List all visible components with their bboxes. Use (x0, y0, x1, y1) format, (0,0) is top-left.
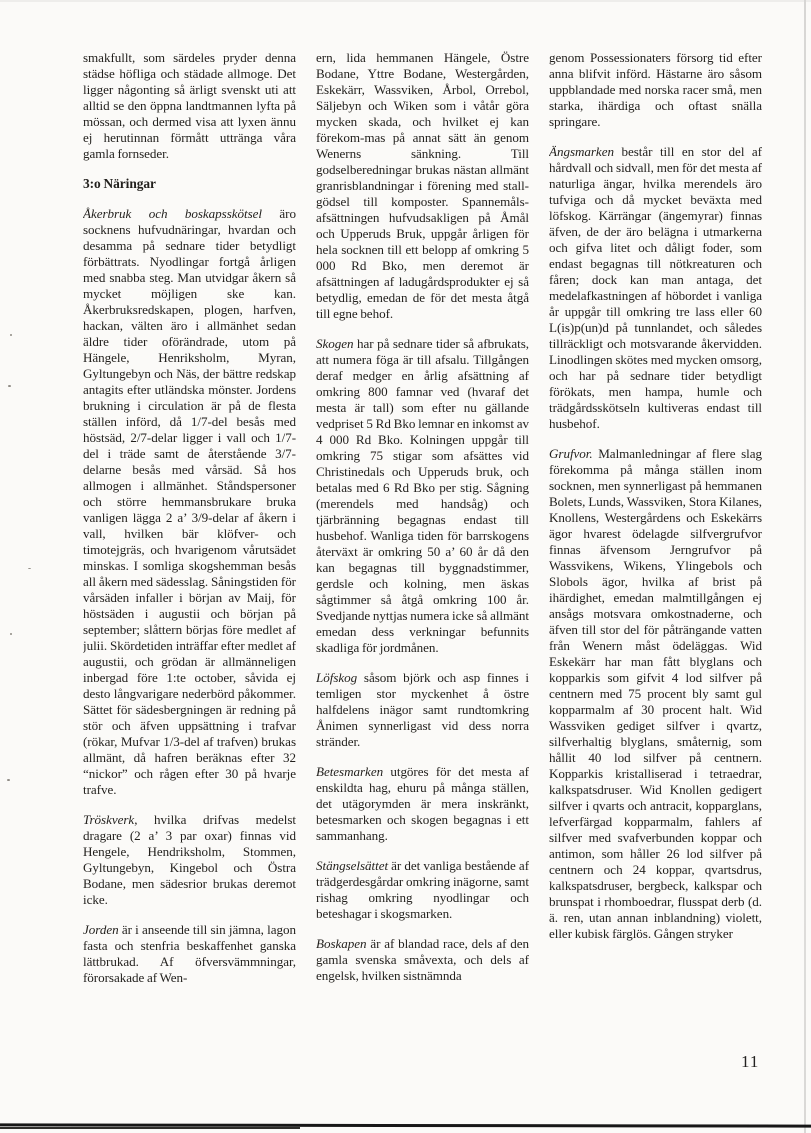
paragraph-hastarne: genom Possessionaters försorg tid efter anna blifvit införd. Hästarne äro såsom uppblandade med norska racer små, men starka, ihärdiga och oftast snälla springare. (549, 50, 762, 129)
paragraph-body-akerbruk: äro socknens hufvudnäringar, hvardan och desamma på sednare tider betydligt förbättrats. Nyodlingar fortgå årligen med snabba steg. Man utvidgar åkern så mycket möjligen ske kan. Åkerbruksredskapen, plogen, harfven, hackan, välten äro i allmänhet sedan äldre tider oförändrade, utom på Hängele, Henriksholm, Myran, Gyltungebyn och Näs, der bättre redskap antagits efter utländska mönster. Jordens brukning i circulation är på de flesta ställen införd, då 1/7-del besås med höstsäd, 2/7-delar ligger i vall och 1/7-del i träde samt de återstående 3/7-delarne besås med vårsäd. Så hos allmogen i allmänhet. Ståndspersoner och större hemmansbrukare bruka vanligen lägga 2 a’ 3/9-delar af åkern i vall, hvilken bär klöfver- och timotejgräs, och hvarigenom vårutsädet minskas. I somliga skogshemman besås all åkern med sädesslag. Såningstiden för vårsäden infaller i början av Maij, för höstsäden i augustii och början på september; slåttern börjas före medlet af julii. Skördetiden inträffar efter medlet af augustii, och grödan är allmänneligen inbergad före 1:te october, såvida ej desto långvarigare nederbörd påkommer. Sättet för sädesbergningen är redning på stör och äfven uppsättning i trafvar (rökar, Mufvar 1/3-del af trafven) brukas allmänt, då hafren beräknas efter 32 “nickor” och rågen efter 30 på hvarje trafve. (83, 206, 296, 797)
paragraph-lead-angsmarken: Ängsmarken (549, 144, 614, 159)
paragraph-wenern: ern, lida hemmanen Hängele, Östre Bodane, Yttre Bodane, Westergården, Eskekärr, Wassviken, Årbol, Orrebol, Säljebyn och Wiken som i våtår göra mycken skada, och hvilket ej kan förekom-mas på annat sätt än genom Wenerns sänkning. Till godselberedningar brukas nästan allmänt granrisblandningar i förening med stall-gödsel till komposter. Spannemåls-afsättningen hufvudsakligen på Åmål och Upperuds Bruk, uppgår årligen för hela socknen till ett belopp af omkring 5 000 Rd Bko, men deremot är afsättningen af ladugårdsprodukter ej så betydlig, emedan de för det mesta åtgå till egne behof. (316, 50, 529, 321)
paragraph-skogen (316, 336, 529, 656)
paragraph-body-skogen: har på sednare tider så afbrukats, att numera föga är till afsalu. Tillgången deraf medger en årlig afsättning af omkring 800 famnar ved (hvaraf det mesta är tall) som efter nu gällande vedpriset 5 Rd Bko lemnar en inkomst av 4 000 Rd Bko. Kolningen uppgår till omkring 75 stigar som afsättes vid Christinedals och Upperuds bruk, och betalas med 6 Rd Bko per stig. Sågning (merendels med handsåg) och tjärbränning begagnas endast till husbehof. Wanliga tiden för barrskogens återväxt är omkring 50 a’ 60 år då den kan begagnas till byggnadstimmer, gerdsle och kolning, men äskas sågtimmer så åtgå omkring 100 år. Svedjande nyttjas numera icke så allmänt emedan dess verkningar befunnits skadliga för jordmånen. (316, 336, 529, 655)
page-text-area (83, 50, 762, 1095)
scan-right-edge-line (804, 0, 806, 1133)
paragraph-stangselsattet (316, 858, 529, 922)
paragraph-lead-troskverk: Tröskverk (83, 812, 135, 827)
paragraph-lead-stangselsattet: Stängselsättet (316, 858, 389, 873)
scan-speck (8, 385, 11, 387)
text-column-1 (83, 50, 296, 1095)
text-column-2 (316, 50, 529, 1095)
scan-speck (10, 334, 12, 336)
paragraph-boskapen (316, 936, 529, 984)
paragraph-lead-akerbruk: Åkerbruk och boskapsskötsel (83, 206, 263, 221)
paragraph-grufvor (549, 446, 762, 942)
paragraph-lead-skogen: Skogen (316, 336, 354, 351)
paragraph-angsmarken (549, 144, 762, 432)
paragraph-body-grufvor: Malmanledningar af flere slag förekomma på många ställen inom socknen, men synnerligast på hemmanen Bolets, Lunds, Wassviken, Stora Kilanes, Knollens, Westergårdens och Eskekärrs ägor hvarest ödelagde silfvergrufvor finnas äfvensom Jerngrufvor på Wassvikens, Wikens, Ylingebols och Slobols ägor, hvilka af brist på ihärdighet, emedan malmtillgången ej ansågs motsvara omkostnaderne, och äfven till stor del för påträngande vatten från Wenern måst ödeläggas. Wid Eskekärr har man fått blyglans och kopparkis som gifvit 4 lod silfver på centnern med 75 procent bly samt gul kopparmalm af 30 procent halt. Wid Wassviken gediget silfver i qvartz, silfverhaltig blyglans, småternig, som hållit 40 lod silfver på centnern. Kopparkis kristalliserad i tetraedrar, kalkspatsdruser. Wid Knollen gedigert silfver i qvarts och antracit, kopparglans, lefverfärgad kopparmalm, fahlers af silfver med svafverbunden koppar och antimon, som håller 26 lod silfver på centnern och 24 koppar, qvartsdrus, kalkspatsdruser, bergbeck, kalkspar och brunspat i rhomboedrar, flusspat derb (d. ä. ren, utan annan inblandning) violett, eller kubisk färglös. Gången stryker (549, 446, 762, 941)
scan-speck (7, 779, 10, 781)
paragraph-body-betesmarken: utgöres för det mesta af enskildta hag, ehuru på många ställen, det utägorymden är mera inskränkt, betesmarken och skogen begagnas i ett sammanhang. (316, 764, 529, 843)
paragraph-jorden (83, 922, 296, 986)
paragraph-body-troskverk: , hvilka drifvas medelst dragare (2 a’ 3 par oxar) finnas vid Hengele, Hendriksholm, Stommen, Gyltungebyn, Kingebol och Östra Bodane, men sädesrior brukas deremot icke. (83, 812, 296, 907)
paragraph-lead-boskapen: Boskapen (316, 936, 367, 951)
paragraph-allmoge: smakfullt, som särdeles pryder denna städse höfliga och städade allmoge. Det ligger någonting så ärligt svenskt uti att alltid se den öppna landtmannen lyfta på mössan, och dermed visa att lyxen ännu ej herutinnan förmått uttränga våra gamla fornseder. (83, 50, 296, 161)
paragraph-body-jorden: är i anseende till sin jämna, lagon fasta och stenfria beskaffenhet ganska lättbrukad. Af öfversvämmningar, förorsakade af Wen- (83, 922, 296, 985)
paragraph-lofskog (316, 670, 529, 750)
paragraph-betesmarken (316, 764, 529, 844)
scan-speck (10, 633, 12, 635)
paragraph-lead-betesmarken: Betesmarken (316, 764, 384, 779)
paragraph-lead-lofskog: Löfskog (316, 670, 358, 685)
paragraph-body-boskapen: är af blandad race, dels af den gamla svenska småvexta, och dels af engelsk, hvilken sistnämnda (316, 936, 529, 983)
paragraph-body-lofskog: såsom björk och asp finnes i temligen stor myckenhet å östre halfdelens inägor samt rundtomkring Ånimen synnerligast vid dess norra stränder. (316, 670, 529, 749)
paragraph-troskverk (83, 812, 296, 908)
scan-speck (28, 568, 31, 569)
text-column-3 (549, 50, 762, 1095)
paragraph-body-stangselsattet: är det vanliga bestående af trädgerdesgårdar omkring inägorne, samt rishag omkring nyodlingar och beteshagar i skogsmarken. (316, 858, 529, 921)
scan-top-edge (0, 0, 811, 2)
paragraph-body-angsmarken: består till en stor del af hårdvall och sidvall, men för det mesta af naturliga ängar, hvilka merendels äro tufviga och då mycket beväxta med löfskog. Kärrängar (ängemyrar) finnas äfven, de der äro belägna i utmarkerna och gifva litet och dåligt foder, som endast begagnas till nötkreaturen och fåren; dock kan man antaga, det medelafkastningen af höbordet i vanliga år uppgår till omkring tre lass eller 60 L(is)p(un)d på tunnlandet, och således tillräckligt och motsvarande åkervidden. Linodlingen skötes med mycken omsorg, och har på sednare tider betydligt förökats, men hampa, humle och trädgårdsskötseln kultiveras endast till husbehof. (549, 144, 762, 431)
page-number: 11 (741, 1052, 760, 1071)
paragraph-lead-jorden: Jorden (83, 922, 119, 937)
paragraph-akerbruk (83, 206, 296, 798)
paragraph-lead-grufvor: Grufvor. (549, 446, 593, 461)
scan-bottom-edge-line-thick (0, 1127, 300, 1129)
section-heading-naringar: 3:o Näringar (83, 176, 156, 191)
